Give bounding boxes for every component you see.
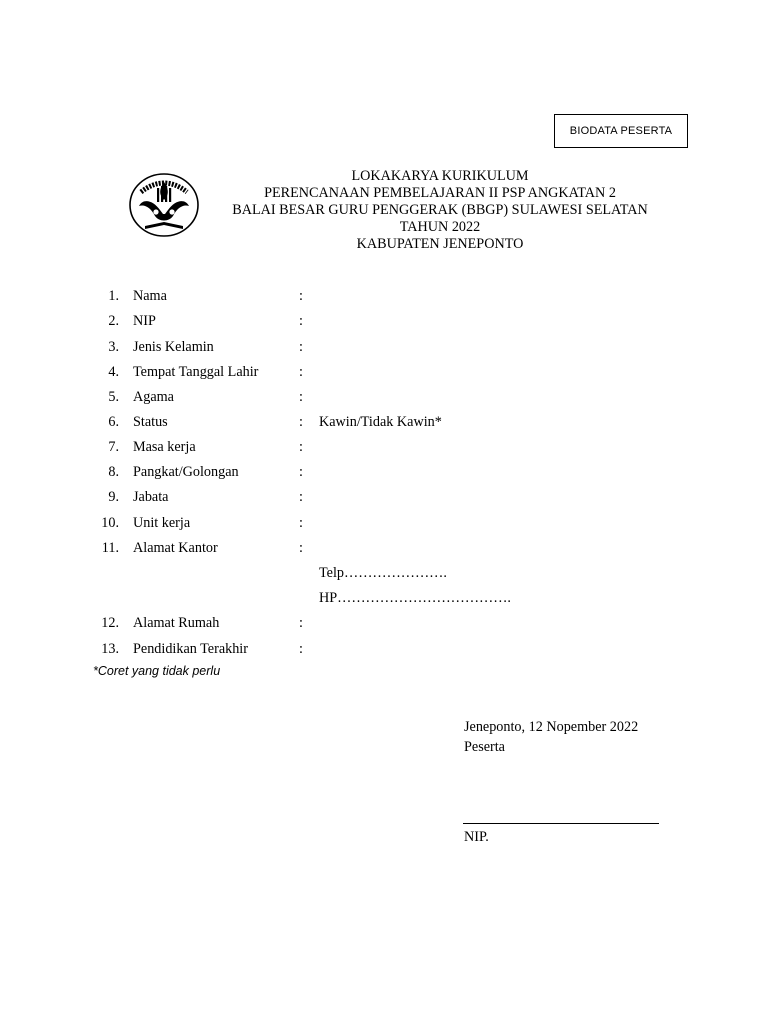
field-label: Masa kerja — [133, 439, 196, 455]
signature-role: Peserta — [464, 739, 505, 755]
field-colon: : — [299, 288, 303, 304]
field-label: Tempat Tanggal Lahir — [133, 364, 259, 380]
field-label: Agama — [133, 389, 174, 405]
field-label: Nama — [133, 288, 167, 304]
field-number: 8. — [108, 464, 119, 480]
document-badge: BIODATA PESERTA — [554, 114, 688, 148]
office-telp[interactable]: Telp…………………. — [319, 565, 447, 581]
signature-line — [463, 823, 659, 824]
field-colon: : — [299, 389, 303, 405]
footnote: *Coret yang tidak perlu — [93, 664, 221, 678]
field-label: Status — [133, 414, 168, 430]
tut-wuri-handayani-logo — [127, 170, 201, 238]
heading-line-4: TAHUN 2022 — [399, 219, 481, 235]
field-number: 5. — [108, 389, 119, 405]
office-hp[interactable]: HP………………………………. — [319, 590, 511, 606]
field-colon: : — [299, 313, 303, 329]
signature-place-date: Jeneponto, 12 Nopember 2022 — [464, 719, 639, 735]
field-colon: : — [299, 339, 303, 355]
field-label: Alamat Rumah — [133, 615, 220, 631]
field-label: Jenis Kelamin — [133, 339, 214, 355]
field-value[interactable]: Kawin/Tidak Kawin* — [319, 414, 442, 430]
heading-line-3: BALAI BESAR GURU PENGGERAK (BBGP) SULAWESI SELATAN — [232, 202, 648, 218]
field-colon: : — [299, 615, 303, 631]
field-label: Pangkat/Golongan — [133, 464, 239, 480]
field-number: 11. — [101, 540, 119, 556]
field-colon: : — [299, 540, 303, 556]
field-colon: : — [299, 641, 303, 657]
field-number: 6. — [108, 414, 119, 430]
field-label: Pendidikan Terakhir — [133, 641, 248, 657]
field-colon: : — [299, 364, 303, 380]
field-label: Alamat Kantor — [133, 540, 218, 556]
field-number: 10. — [101, 515, 119, 531]
heading-line-2: PERENCANAAN PEMBELAJARAN II PSP ANGKATAN 2 — [264, 185, 616, 201]
heading-line-5: KABUPATEN JENEPONTO — [356, 236, 524, 252]
field-number: 7. — [108, 439, 119, 455]
document-heading — [200, 168, 680, 253]
field-number: 12. — [101, 615, 119, 631]
field-colon: : — [299, 414, 303, 430]
field-number: 3. — [108, 339, 119, 355]
field-number: 2. — [108, 313, 119, 329]
field-label: Jabata — [133, 489, 169, 505]
field-number: 4. — [108, 364, 119, 380]
field-colon: : — [299, 515, 303, 531]
field-label: NIP — [133, 313, 156, 329]
signature-nip: NIP. — [464, 829, 489, 845]
field-number: 9. — [108, 489, 119, 505]
heading-line-1: LOKAKARYA KURIKULUM — [351, 168, 529, 184]
field-label: Unit kerja — [133, 515, 191, 531]
field-colon: : — [299, 464, 303, 480]
field-number: 13. — [101, 641, 119, 657]
field-number: 1. — [108, 288, 119, 304]
field-colon: : — [299, 439, 303, 455]
field-colon: : — [299, 489, 303, 505]
